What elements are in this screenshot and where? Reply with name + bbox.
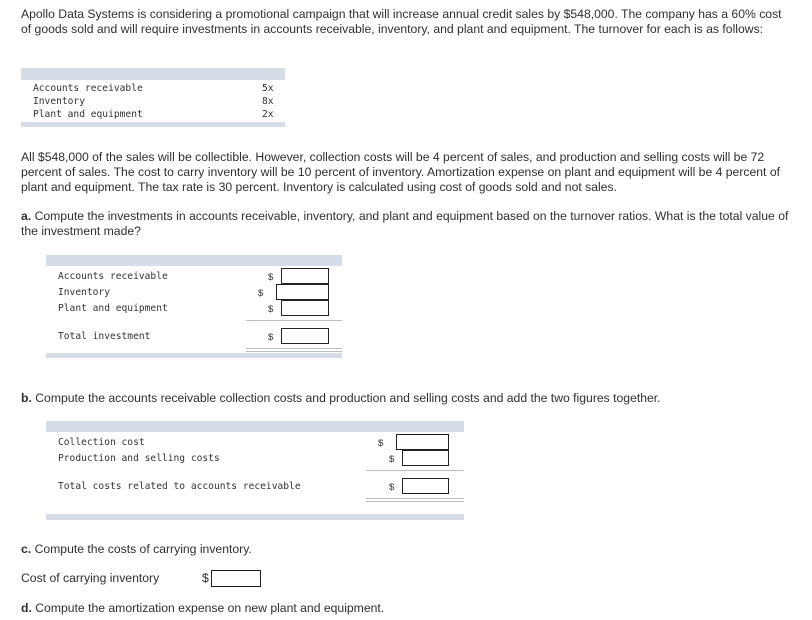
turnover-label: Accounts receivable (33, 83, 143, 94)
carrying-cost-label: Cost of carrying inventory (21, 571, 160, 585)
part-b-row-label: Production and selling costs (58, 453, 220, 464)
part-b-text: Compute the accounts receivable collection costs and production and selling costs and add the two figures together. (35, 391, 661, 405)
part-d-question (21, 601, 791, 616)
part-c-text: Compute the costs of carrying inventory. (34, 542, 252, 556)
turnover-table-header (21, 68, 285, 80)
collection-cost-input[interactable] (396, 434, 449, 450)
part-a-row-label: Inventory (58, 287, 110, 298)
part-a-question (21, 209, 791, 239)
accounts-receivable-input[interactable] (281, 268, 329, 284)
currency-symbol: $ (268, 272, 274, 283)
currency-symbol: $ (202, 571, 209, 585)
total-rule (366, 501, 464, 502)
total-rule (366, 498, 464, 499)
part-b-table-footer (46, 514, 464, 520)
turnover-label: Plant and equipment (33, 109, 143, 120)
part-a-table-footer (46, 353, 342, 358)
total-rule (246, 348, 342, 349)
currency-symbol: $ (268, 304, 274, 315)
production-selling-input[interactable] (402, 450, 449, 466)
carrying-cost-input[interactable] (211, 570, 261, 587)
turnover-value: 2x (262, 109, 274, 120)
total-rule (246, 351, 342, 352)
plant-equipment-input[interactable] (281, 300, 329, 316)
part-a-row-label: Accounts receivable (58, 271, 168, 282)
intro-paragraph: Apollo Data Systems is considering a promotional campaign that will increase annual credit sales by $548,000. The company has a 60% cost of goods sold and will require investments in accounts receivable, inventory, and plant and equipment. The turnover for each is as follows: (21, 7, 782, 36)
turnover-label: Inventory (33, 96, 85, 107)
total-investment-input[interactable] (281, 328, 329, 344)
part-b-table-header (46, 421, 464, 432)
part-a-text: Compute the investments in accounts receivable, inventory, and plant and equipment based on the turnover ratios. What is the total value of the investment made? (21, 209, 789, 238)
part-d-letter: d. (21, 601, 32, 615)
part-c-question (21, 542, 791, 557)
currency-symbol: $ (258, 288, 264, 299)
subtotal-rule (246, 320, 342, 321)
turnover-value: 5x (262, 83, 274, 94)
part-d-text: Compute the amortization expense on new plant and equipment. (35, 601, 385, 615)
currency-symbol: $ (389, 482, 395, 493)
currency-symbol: $ (378, 438, 384, 449)
part-a-letter: a. (21, 209, 32, 223)
subtotal-rule (366, 470, 464, 471)
currency-symbol: $ (268, 332, 274, 343)
total-costs-input[interactable] (402, 478, 449, 494)
turnover-value: 8x (262, 96, 274, 107)
currency-symbol: $ (389, 454, 395, 465)
part-c-letter: c. (21, 542, 32, 556)
part-a-table-header (46, 255, 342, 266)
part-a-total-label: Total investment (58, 331, 151, 342)
part-b-question (21, 391, 791, 406)
part-b-row-label: Collection cost (58, 437, 145, 448)
part-b-total-label: Total costs related to accounts receivable (58, 481, 301, 492)
inventory-input[interactable] (276, 284, 329, 300)
part-a-row-label: Plant and equipment (58, 303, 168, 314)
turnover-table-footer (21, 122, 285, 127)
assumptions-paragraph: All $548,000 of the sales will be collectible. However, collection costs will be 4 percent of sales, and production and selling costs will be 72 percent of sales. The cost to carry inventory will be 10 percent of inventory. Amortization expense on plant and equipment will be 4 percent of plant and equipment. The tax rate is 30 percent. Inventory is calculated using cost of goods sold and not sales. (21, 150, 780, 194)
part-b-letter: b. (21, 391, 32, 405)
